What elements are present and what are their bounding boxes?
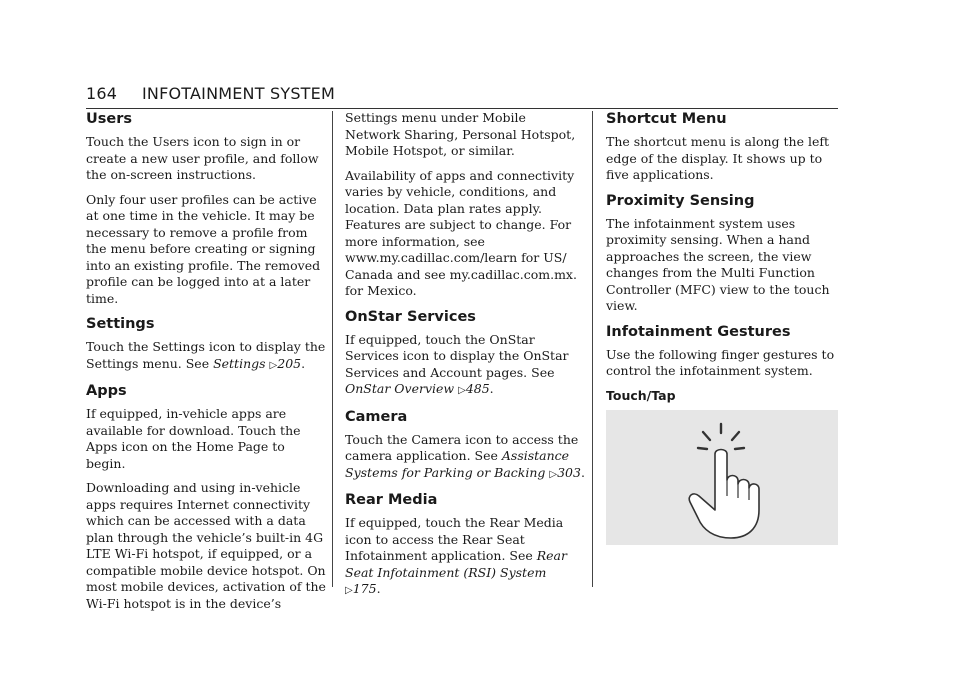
gestures-paragraph: Use the following finger gestures to control the infotainment system. [606, 346, 835, 378]
section-title: INFOTAINMENT SYSTEM [142, 84, 335, 103]
column-1 [86, 110, 326, 620]
settings-page-ref[interactable]: 205 [277, 355, 302, 371]
proximity-heading: Proximity Sensing [606, 192, 755, 209]
shortcut-menu-paragraph: The shortcut menu is along the left edge of the display. It shows up to five applications. [606, 134, 829, 182]
settings-link[interactable]: Settings [213, 355, 266, 371]
onstar-page-ref[interactable]: 485 [465, 381, 490, 396]
shortcut-menu-heading: Shortcut Menu [606, 111, 727, 127]
apps-paragraph-2-continued: Settings menu under Mobile Network Sharing, Personal Hotspot, Mobile Hotspot, or similar. [345, 110, 576, 158]
camera-paragraph: Touch the Camera icon to access the camera application. See Assistance Systems for Parking or Backing ▷303. [345, 431, 585, 480]
apps-paragraph-3: Availability of apps and connectivity varies by vehicle, conditions, and location. Data plan rates apply. Features are subject to change. For more information, see www.my.cadillac.com/learn for US/ Canada and see my.cadillac.com.mx. for Mexico. [345, 167, 577, 298]
users-paragraph-2: Only four user profiles can be active at one time in the vehicle. It may be necessary to remove a profile from the menu before creating or signing into an existing profile. The removed profile can be logged into at a later time. [86, 191, 321, 306]
rear-media-paragraph: If equipped, touch the Rear Media icon to access the Rear Seat Infotainment application. See Rear Seat Infotainment (RSI) System ▷175. [345, 515, 567, 596]
page-ref-arrow-icon: ▷ [345, 585, 353, 596]
column-divider [332, 111, 333, 587]
onstar-paragraph: If equipped, touch the OnStar Services icon to display the OnStar Services and Account pages. See OnStar Overview ▷485. [345, 331, 569, 396]
touch-tap-hand-icon [606, 410, 838, 545]
rear-media-link[interactable]: Rear Seat Infotainment (RSI) System [345, 548, 567, 580]
rear-media-page-ref[interactable]: 175 [352, 581, 377, 596]
touch-tap-heading: Touch/Tap [606, 387, 676, 403]
page-ref-arrow-icon: ▷ [269, 359, 278, 371]
rear-media-heading: Rear Media [345, 492, 438, 508]
camera-heading: Camera [345, 408, 408, 425]
camera-text: Touch the Camera icon to access the camera application. See [345, 431, 579, 463]
page-number: 164 [86, 84, 118, 103]
column-2 [345, 110, 585, 608]
rear-media-text: If equipped, touch the Rear Media icon to access the Rear Seat Infotainment application. See [345, 515, 564, 563]
column-divider [592, 111, 593, 587]
page-header [86, 82, 838, 109]
users-heading: Users [86, 111, 133, 127]
settings-heading: Settings [86, 316, 155, 332]
camera-link[interactable]: Assistance Systems for Parking or Backing [345, 448, 570, 480]
onstar-heading: OnStar Services [345, 308, 476, 325]
apps-heading: Apps [86, 383, 127, 399]
column-3 [606, 110, 846, 545]
apps-paragraph-2: Downloading and using in-vehicle apps requires Internet connectivity which can be accessed with a data plan through the vehicle’s built-in 4G LTE Wi-Fi hotspot, if equipped, or a compatible mobile device hotspot. On most mobile devices, activation of the Wi-Fi hotspot is in the device’s [86, 480, 326, 611]
settings-paragraph: Touch the Settings icon to display the Settings menu. See Settings ▷205. [86, 339, 326, 371]
apps-paragraph-1: If equipped, in-vehicle apps are available for download. Touch the Apps icon on the Home Page to begin. [86, 406, 301, 471]
onstar-link[interactable]: OnStar Overview [345, 381, 455, 396]
page-ref-arrow-icon: ▷ [549, 468, 558, 480]
camera-page-ref[interactable]: 303 [557, 464, 581, 480]
proximity-paragraph: The infotainment system uses proximity sensing. When a hand approaches the screen, the view changes from the Multi Function Controller (MFC) view to the touch view. [606, 215, 830, 313]
touch-tap-illustration [606, 410, 838, 545]
users-paragraph-1: Touch the Users icon to sign in or create a new user profile, and follow the on-screen instructions. [86, 134, 319, 182]
onstar-text: If equipped, touch the OnStar Services icon to display the OnStar Services and Account pages. See [345, 331, 569, 380]
page-ref-arrow-icon: ▷ [458, 385, 466, 396]
gestures-heading: Infotainment Gestures [606, 323, 791, 340]
settings-text: Touch the Settings icon to display the Settings menu. See [86, 339, 326, 371]
